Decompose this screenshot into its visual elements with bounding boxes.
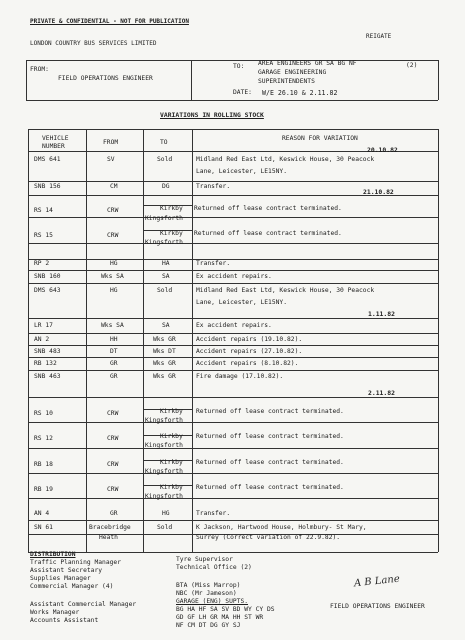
reason-cell: Returned off lease contract terminated. bbox=[196, 433, 344, 440]
table-row bbox=[0, 486, 465, 502]
vehicle-cell: SNB 160 bbox=[34, 273, 61, 280]
reason-cell: Accident repairs (8.10.82). bbox=[196, 360, 299, 367]
reason-cell: Transfer. bbox=[196, 260, 231, 267]
from-cell: GR bbox=[110, 360, 118, 367]
reason-cell-line2: Lane, Leicester, LE15NY. bbox=[196, 299, 287, 306]
vehicle-cell: SN 61 bbox=[34, 524, 53, 531]
date-label: DATE: bbox=[233, 89, 252, 96]
vehicle-cell: LR 17 bbox=[34, 322, 53, 329]
row-rule bbox=[28, 318, 438, 319]
table-row bbox=[0, 524, 465, 540]
vehicle-cell: AN 4 bbox=[34, 510, 50, 517]
date-stamp: 21.10.82 bbox=[363, 188, 394, 196]
from-cell: Bracebridge bbox=[89, 524, 131, 531]
table-bottom-rule bbox=[28, 552, 438, 553]
reason-cell-line2: Surrey (Correct variation of 22.9.82). bbox=[196, 534, 341, 541]
table-row bbox=[0, 207, 465, 223]
to-cell: SA bbox=[162, 273, 170, 280]
distribution-item: BTA (Miss Marrop) bbox=[176, 582, 241, 589]
signatory-title: FIELD OPERATIONS ENGINEER bbox=[330, 603, 425, 610]
table-row bbox=[0, 156, 465, 175]
col-header-from: FROM bbox=[103, 139, 119, 146]
from-cell: GR bbox=[110, 510, 118, 517]
to-cell-line2: Kingsforth bbox=[145, 493, 183, 500]
date-value: W/E 26.10 & 2.11.82 bbox=[262, 89, 338, 97]
col-header-vehicle: VEHICLE bbox=[42, 135, 69, 142]
garage-heading: GARAGE (ENG) SUPTS. bbox=[176, 598, 249, 605]
to-cell: Kirkby bbox=[160, 205, 183, 212]
to-recipients-line3: SUPERINTENDENTS bbox=[258, 78, 315, 85]
document-title: VARIATIONS IN ROLLING STOCK bbox=[160, 111, 264, 119]
to-cell: Wks DT bbox=[153, 348, 176, 355]
distribution-item: NBC (Mr Jameson) bbox=[176, 590, 237, 597]
to-cell: Sold bbox=[157, 287, 173, 294]
to-cell: Wks GR bbox=[153, 373, 176, 380]
row-rule bbox=[28, 397, 438, 398]
from-cell: CM bbox=[110, 183, 118, 190]
from-cell: Wks SA bbox=[101, 322, 124, 329]
header-box-top bbox=[26, 60, 438, 61]
vehicle-cell: RB 18 bbox=[34, 461, 53, 468]
from-cell: HH bbox=[110, 336, 118, 343]
distribution-item: Works Manager bbox=[30, 609, 80, 616]
vehicle-cell: SNB 156 bbox=[34, 183, 61, 190]
to-cell: HA bbox=[162, 260, 170, 267]
vehicle-cell: RS 10 bbox=[34, 410, 53, 417]
col-header-reason: REASON FOR VARIATION bbox=[282, 135, 358, 142]
to-cell: DG bbox=[162, 183, 170, 190]
to-cell: Kirkby bbox=[160, 433, 183, 440]
location-text: REIGATE bbox=[366, 33, 392, 40]
distribution-item: Assistant Secretary bbox=[30, 567, 103, 574]
from-cell: CRW bbox=[107, 461, 119, 468]
reason-cell: Returned off lease contract terminated. bbox=[196, 459, 344, 466]
table-top-rule bbox=[28, 129, 438, 130]
reason-cell: Returned off lease contract terminated. bbox=[196, 408, 344, 415]
vehicle-cell: DMS 641 bbox=[34, 156, 61, 163]
distribution-item: Technical Office (2) bbox=[176, 564, 252, 571]
distribution-item: Supplies Manager bbox=[30, 575, 91, 582]
garage-list: BG HA HF SA SV BD WY CY DS bbox=[176, 606, 275, 613]
to-cell: Kirkby bbox=[160, 230, 183, 237]
table-row bbox=[0, 461, 465, 477]
col-header-to: TO bbox=[160, 139, 168, 146]
reason-cell: Transfer. bbox=[196, 183, 231, 190]
from-value: FIELD OPERATIONS ENGINEER bbox=[58, 75, 153, 82]
date-stamp: 20.10.82 bbox=[367, 146, 398, 154]
vehicle-cell: RB 19 bbox=[34, 486, 53, 493]
reason-cell: Midland Red East Ltd, Keswick House, 30 Peacock bbox=[196, 287, 375, 294]
to-cell-line2: Kingsforth bbox=[145, 239, 183, 246]
from-cell: CRW bbox=[107, 232, 119, 239]
reason-cell: Returned off lease contract terminated. bbox=[196, 484, 344, 491]
from-cell: Wks SA bbox=[101, 273, 124, 280]
classification-text: PRIVATE & CONFIDENTIAL - NOT FOR PUBLICATION bbox=[30, 18, 189, 25]
date-stamp: 2.11.82 bbox=[368, 389, 395, 397]
distribution-item: Traffic Planning Manager bbox=[30, 559, 121, 566]
vehicle-cell: SNB 483 bbox=[34, 348, 61, 355]
to-cell: Sold bbox=[157, 156, 173, 163]
distribution-item: Tyre Supervisor bbox=[176, 556, 233, 563]
from-cell: CRW bbox=[107, 435, 119, 442]
to-cell-line2: Kingsforth bbox=[145, 442, 183, 449]
table-row bbox=[0, 435, 465, 451]
from-cell: CRW bbox=[107, 486, 119, 493]
vehicle-cell: DMS 643 bbox=[34, 287, 61, 294]
to-cell: Wks GR bbox=[153, 360, 176, 367]
from-cell: HG bbox=[110, 260, 118, 267]
distribution-item: Accounts Assistant bbox=[30, 617, 99, 624]
vehicle-cell: RS 12 bbox=[34, 435, 53, 442]
reason-cell: Accident repairs (19.10.82). bbox=[196, 336, 303, 343]
reason-cell: K Jackson, Hartwood House, Holmbury- St Mary, bbox=[196, 524, 367, 531]
to-cell: SA bbox=[162, 322, 170, 329]
to-cell: Sold bbox=[157, 524, 173, 531]
from-cell: CRW bbox=[107, 410, 119, 417]
to-recipients: AREA ENGINEERS GR SA BG NF bbox=[258, 60, 357, 67]
vehicle-cell: RB 132 bbox=[34, 360, 57, 367]
row-rule bbox=[28, 181, 438, 182]
to-cell-line2: Kingsforth bbox=[145, 468, 183, 475]
handwritten-signature: A B Lane bbox=[353, 573, 401, 590]
from-cell: CRW bbox=[107, 207, 119, 214]
from-cell: GR bbox=[110, 373, 118, 380]
reason-cell: Ex accident repairs. bbox=[196, 273, 272, 280]
table-row bbox=[0, 183, 465, 199]
vehicle-cell: SNB 463 bbox=[34, 373, 61, 380]
to-label: TO: bbox=[233, 63, 245, 70]
reason-cell: Ex accident repairs. bbox=[196, 322, 272, 329]
vehicle-cell: RS 15 bbox=[34, 232, 53, 239]
header-box-left bbox=[26, 60, 27, 100]
table-row bbox=[0, 373, 465, 389]
from-cell: SV bbox=[107, 156, 115, 163]
distribution-item: Commercial Manager (4) bbox=[30, 583, 114, 590]
from-cell: HG bbox=[110, 287, 118, 294]
reason-cell: Accident repairs (27.10.82). bbox=[196, 348, 303, 355]
to-cell-line2: Kingsforth bbox=[145, 417, 183, 424]
to-cell: Kirkby bbox=[160, 408, 183, 415]
date-stamp: 1.11.82 bbox=[368, 310, 395, 318]
header-box-bottom bbox=[26, 100, 438, 101]
reason-cell: Returned off lease contract terminated. bbox=[194, 205, 342, 212]
col-header-number: NUMBER bbox=[42, 143, 65, 150]
vehicle-cell: RS 14 bbox=[34, 207, 53, 214]
organisation-name: LONDON COUNTRY BUS SERVICES LIMITED bbox=[30, 40, 157, 47]
to-cell: Kirkby bbox=[160, 459, 183, 466]
reason-cell: Returned off lease contract terminated. bbox=[194, 230, 342, 237]
to-cell: Kirkby bbox=[160, 484, 183, 491]
reason-cell: Midland Red East Ltd, Keswick House, 30 Peacock bbox=[196, 156, 375, 163]
from-cell-line2: Heath bbox=[99, 534, 118, 541]
garage-list: NF CM DT DG GY SJ bbox=[176, 622, 241, 629]
to-cell: Wks GR bbox=[153, 336, 176, 343]
reason-cell: Transfer. bbox=[196, 510, 231, 517]
to-cell-line2: Kingsforth bbox=[145, 215, 183, 222]
to-cell: HG bbox=[162, 510, 170, 517]
from-label: FROM: bbox=[30, 66, 49, 73]
header-box-divider bbox=[191, 60, 192, 100]
reason-cell-line2: Lane, Leicester, LE15NY. bbox=[196, 168, 287, 175]
to-ref: (2) bbox=[406, 62, 418, 69]
table-row bbox=[0, 232, 465, 248]
header-box-right bbox=[438, 60, 439, 100]
reason-cell: Fire damage (17.10.82). bbox=[196, 373, 284, 380]
distribution-item: Assistant Commercial Manager bbox=[30, 601, 137, 608]
table-row bbox=[0, 410, 465, 426]
distribution-heading: DISTRIBUTION bbox=[30, 551, 76, 558]
from-cell: DT bbox=[110, 348, 118, 355]
vehicle-cell: AN 2 bbox=[34, 336, 50, 343]
to-recipients-line2: GARAGE ENGINEERING bbox=[258, 69, 327, 76]
table-row bbox=[0, 287, 465, 306]
garage-list: GD GF LH GR MA HH ST WR bbox=[176, 614, 264, 621]
vehicle-cell: RP 2 bbox=[34, 260, 50, 267]
